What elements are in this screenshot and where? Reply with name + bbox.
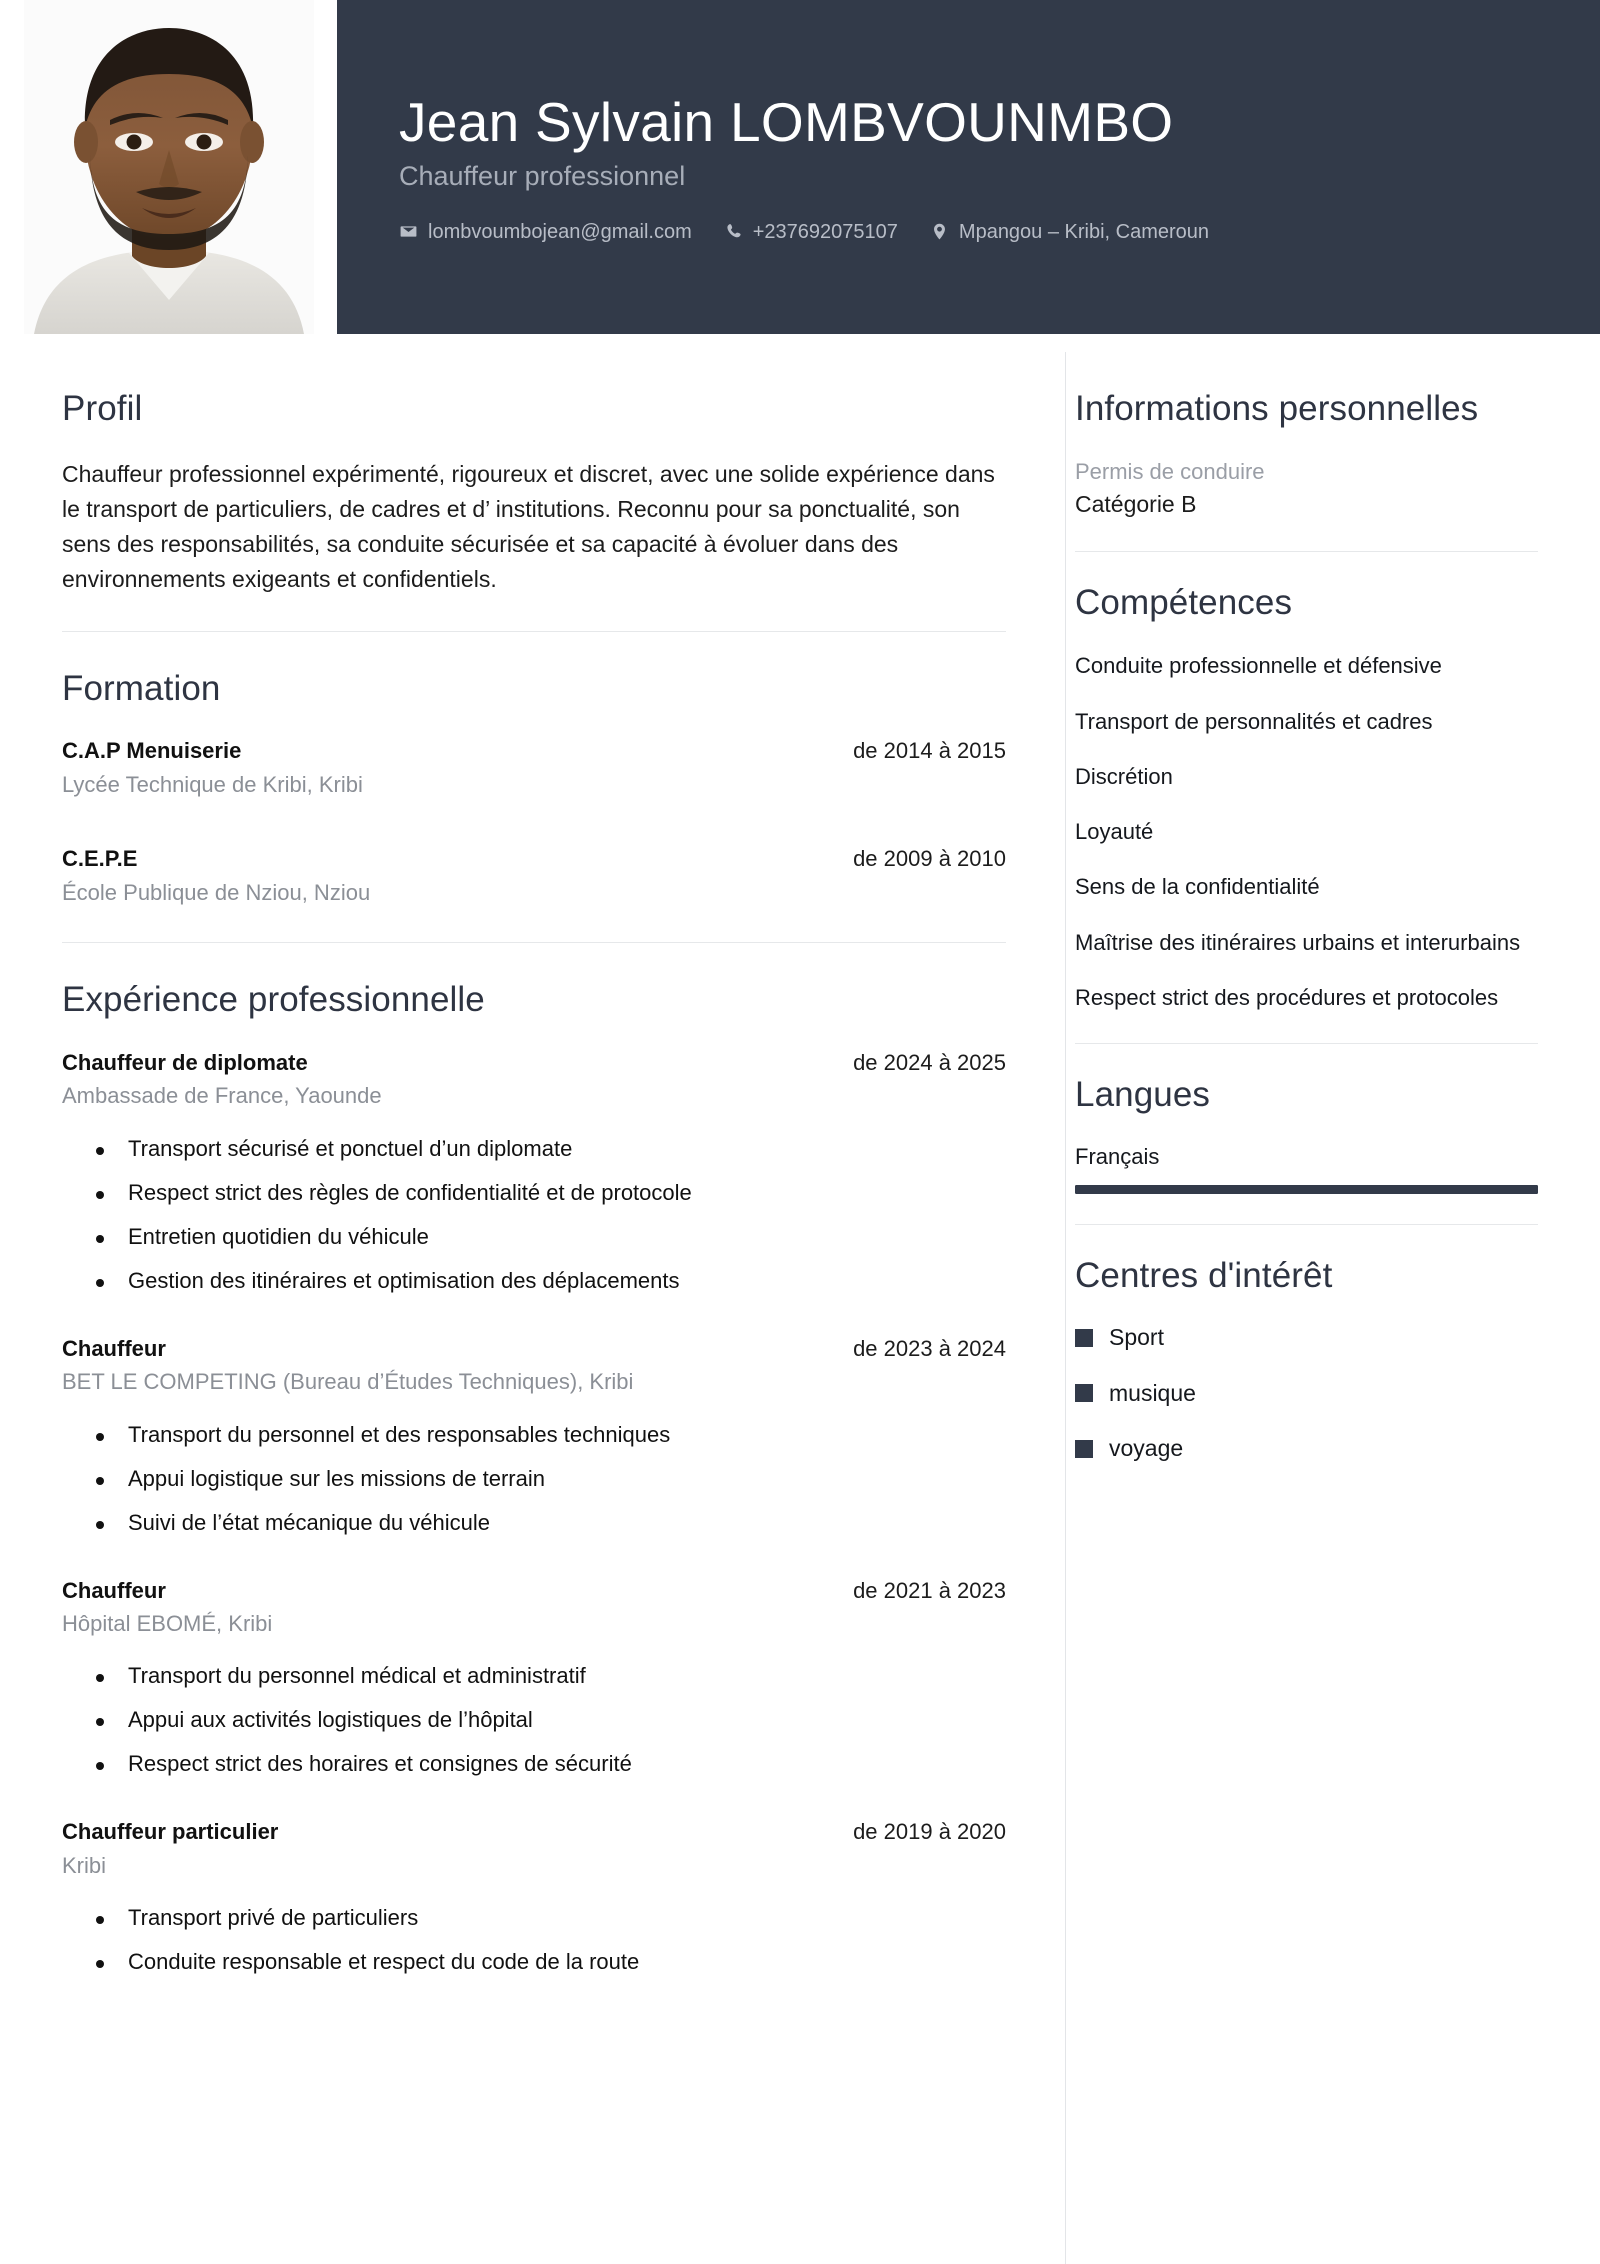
list-item: Transport du personnel médical et administratif — [96, 1665, 1006, 1687]
profile-text: Chauffeur professionnel expérimenté, rigoureux et discret, avec une solide expérience dans le transport de particuliers, de cadres et d’ institutions. Reconnu pour sa ponctualité, son sens des responsabilités, sa conduite sécurisée et sa capacité à évoluer dans des environnements exigeants et confidentiels. — [62, 460, 995, 592]
divider — [62, 942, 1006, 943]
section-experience — [62, 979, 1006, 1973]
header-text-block — [337, 0, 1600, 334]
section-skills — [1075, 582, 1538, 1013]
experience-role: Chauffeur — [62, 1335, 166, 1361]
section-title-skills: Compétences — [1075, 582, 1293, 622]
sidebar-column — [1006, 388, 1600, 1463]
square-bullet-icon — [1075, 1440, 1093, 1458]
cv-header — [0, 0, 1600, 334]
experience-role: Chauffeur de diplomate — [62, 1049, 308, 1075]
square-bullet-icon — [1075, 1329, 1093, 1347]
experience-bullet-list — [62, 1421, 1006, 1535]
map-pin-icon — [930, 222, 949, 241]
interest-item — [1075, 1324, 1538, 1352]
education-date: de 2014 à 2015 — [853, 738, 1006, 764]
skill-item: Discrétion — [1075, 763, 1173, 789]
list-item: Entretien quotidien du véhicule — [96, 1226, 1006, 1248]
experience-company: Hôpital EBOMÉ, Kribi — [62, 1611, 273, 1637]
page-title: Jean Sylvain LOMBVOUNMBO — [399, 91, 1174, 153]
education-date: de 2009 à 2010 — [853, 846, 1006, 872]
experience-date: de 2024 à 2025 — [853, 1049, 1006, 1075]
contact-location[interactable] — [930, 222, 1209, 242]
divider — [62, 631, 1006, 632]
experience-bullet-list — [62, 1665, 1006, 1775]
language-item — [1075, 1143, 1538, 1195]
experience-date: de 2023 à 2024 — [853, 1335, 1006, 1361]
education-entry — [62, 844, 1006, 908]
experience-date: de 2019 à 2020 — [853, 1819, 1006, 1845]
cv-body — [0, 334, 1600, 1973]
contact-row — [399, 222, 1560, 242]
education-entry — [62, 736, 1006, 800]
list-item: Respect strict des horaires et consignes de sécurité — [96, 1753, 1006, 1775]
experience-entry-head — [62, 1817, 1006, 1847]
column-divider — [1065, 352, 1066, 2264]
experience-role: Chauffeur — [62, 1577, 166, 1603]
list-item: Appui aux activités logistiques de l’hôpital — [96, 1709, 1006, 1731]
list-item: Gestion des itinéraires et optimisation des déplacements — [96, 1270, 1006, 1292]
section-profile — [62, 388, 1006, 597]
divider — [1075, 1043, 1538, 1044]
section-title-interests: Centres d'intérêt — [1075, 1256, 1333, 1296]
interest-label: musique — [1109, 1379, 1196, 1406]
education-degree: C.A.P Menuiserie — [62, 738, 242, 764]
contact-location-text: Mpangou – Kribi, Cameroun — [958, 220, 1210, 243]
section-personal-info — [1075, 388, 1538, 521]
experience-company: BET LE COMPETING (Bureau d’Études Techniques), Kribi — [62, 1369, 634, 1395]
main-column — [0, 388, 1006, 1973]
skill-item: Maîtrise des itinéraires urbains et interurbains — [1075, 929, 1521, 955]
section-title-personal-info: Informations personnelles — [1075, 389, 1479, 428]
section-education — [62, 668, 1006, 909]
list-item: Transport privé de particuliers — [96, 1907, 1006, 1929]
language-level-bar — [1075, 1185, 1538, 1194]
experience-entry-head — [62, 1576, 1006, 1606]
section-title-experience: Expérience professionnelle — [62, 980, 485, 1020]
skill-item: Respect strict des procédures et protocoles — [1075, 984, 1499, 1010]
divider — [1075, 1224, 1538, 1225]
language-level-fill — [1075, 1185, 1538, 1194]
experience-entry — [62, 1817, 1006, 1973]
phone-icon — [724, 222, 743, 241]
contact-phone-text: +237692075107 — [752, 220, 898, 243]
experience-bullet-list — [62, 1135, 1006, 1293]
list-item: Respect strict des règles de confidentialité et de protocole — [96, 1182, 1006, 1204]
experience-role: Chauffeur particulier — [62, 1819, 279, 1845]
profile-photo — [24, 0, 314, 334]
personal-info-item — [1075, 457, 1538, 521]
personal-info-value: Catégorie B — [1075, 491, 1197, 518]
list-item: Conduite responsable et respect du code de la route — [96, 1951, 1006, 1973]
language-name: Français — [1075, 1143, 1160, 1169]
experience-entry — [62, 1048, 1006, 1292]
experience-date: de 2021 à 2023 — [853, 1577, 1006, 1603]
section-title-languages: Langues — [1075, 1075, 1210, 1115]
experience-entry-head — [62, 1334, 1006, 1364]
education-entry-head — [62, 736, 1006, 766]
job-title: Chauffeur professionnel — [399, 160, 686, 191]
skill-item: Sens de la confidentialité — [1075, 874, 1320, 900]
section-title-education: Formation — [62, 668, 221, 708]
section-interests — [1075, 1255, 1538, 1462]
list-item: Appui logistique sur les missions de terrain — [96, 1468, 1006, 1490]
skill-item: Conduite professionnelle et défensive — [1075, 653, 1442, 679]
list-item: Transport du personnel et des responsables techniques — [96, 1424, 1006, 1446]
contact-phone[interactable] — [724, 222, 898, 242]
skill-item: Loyauté — [1075, 819, 1154, 845]
section-languages — [1075, 1074, 1538, 1194]
interest-label: voyage — [1109, 1435, 1184, 1462]
interest-item — [1075, 1380, 1538, 1408]
experience-entry-head — [62, 1048, 1006, 1078]
education-entry-head — [62, 844, 1006, 874]
contact-email-text: lombvoumbojean@gmail.com — [428, 220, 692, 243]
education-degree: C.E.P.E — [62, 846, 138, 872]
education-school: Lycée Technique de Kribi, Kribi — [62, 771, 363, 797]
contact-email[interactable] — [399, 222, 692, 242]
avatar — [0, 0, 337, 334]
interest-item — [1075, 1435, 1538, 1463]
interest-label: Sport — [1109, 1324, 1164, 1351]
experience-entry — [62, 1576, 1006, 1776]
experience-company: Ambassade de France, Yaounde — [62, 1083, 382, 1109]
list-item: Transport sécurisé et ponctuel d’un diplomate — [96, 1138, 1006, 1160]
list-item: Suivi de l’état mécanique du véhicule — [96, 1512, 1006, 1534]
experience-entry — [62, 1334, 1006, 1534]
envelope-icon — [399, 222, 418, 241]
experience-bullet-list — [62, 1907, 1006, 1973]
divider — [1075, 551, 1538, 552]
education-school: École Publique de Nziou, Nziou — [62, 879, 371, 905]
section-title-profile: Profil — [62, 389, 143, 428]
skill-item: Transport de personnalités et cadres — [1075, 708, 1433, 734]
experience-company: Kribi — [62, 1853, 107, 1879]
square-bullet-icon — [1075, 1384, 1093, 1402]
personal-info-label: Permis de conduire — [1075, 458, 1265, 484]
